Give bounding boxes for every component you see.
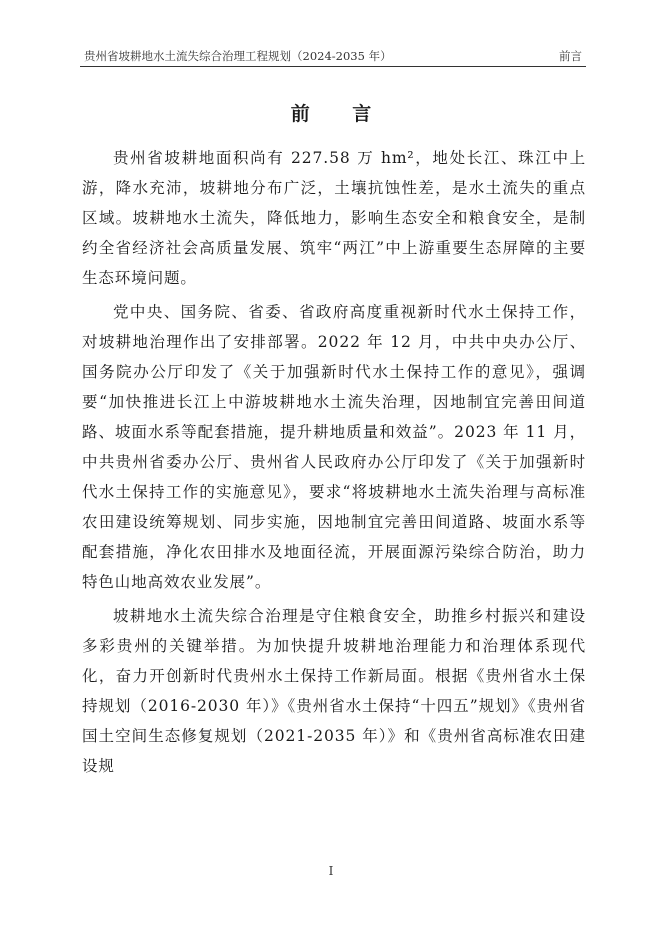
header-document-title: 贵州省坡耕地水土流失综合治理工程规划（2024-2035 年） (84, 49, 392, 63)
page-number: I (328, 864, 334, 878)
header-section-name: 前言 (559, 49, 582, 63)
body-text (82, 143, 586, 781)
paragraph-3: 坡耕地水土流失综合治理是守住粮食安全，助推乡村振兴和建设多彩贵州的关键举措。为加快提升坡耕地治理能力和治理体系现代化，奋力开创新时代贵州水土保持工作新局面。根据《贵州省水土保持规划（2016-2030 年）》《贵州省水土保持“十四五”规划》《贵州省国土空间生态修复规划（2021-2035 年）》和《贵州省高标准农田建设规 (82, 607, 586, 775)
page-title: 前 言 (290, 103, 390, 125)
page-header (80, 46, 586, 67)
paragraph-2: 党中央、国务院、省委、省政府高度重视新时代水土保持工作，对坡耕地治理作出了安排部署。2022 年 12 月，中共中央办公厅、国务院办公厅印发了《关于加强新时代水土保持工作的意见》，强调要“加快推进长江上中游坡耕地水土流失治理，因地制宜完善田间道路、坡面水系等配套措施，提升耕地质量和效益”。2023 年 11 月，中共贵州省委办公厅、贵州省人民政府办公厅印发了《关于加强新时代水土保持工作的实施意见》，要求“将坡耕地水土流失治理与高标准农田建设统筹规划、同步实施，因地制宜完善田间道路、坡面水系等配套措施，净化农田排水及地面径流，开展面源污染综合防治，助力特色山地高效农业发展”。 (82, 303, 586, 591)
paragraph-1: 贵州省坡耕地面积尚有 227.58 万 hm²，地处长江、珠江中上游，降水充沛，坡耕地分布广泛，土壤抗蚀性差，是水土流失的重点区域。坡耕地水土流失，降低地力，影响生态安全和粮食安全，是制约全省经济社会高质量发展、筑牢“两江”中上游重要生态屏障的主要生态环境问题。 (82, 149, 586, 287)
